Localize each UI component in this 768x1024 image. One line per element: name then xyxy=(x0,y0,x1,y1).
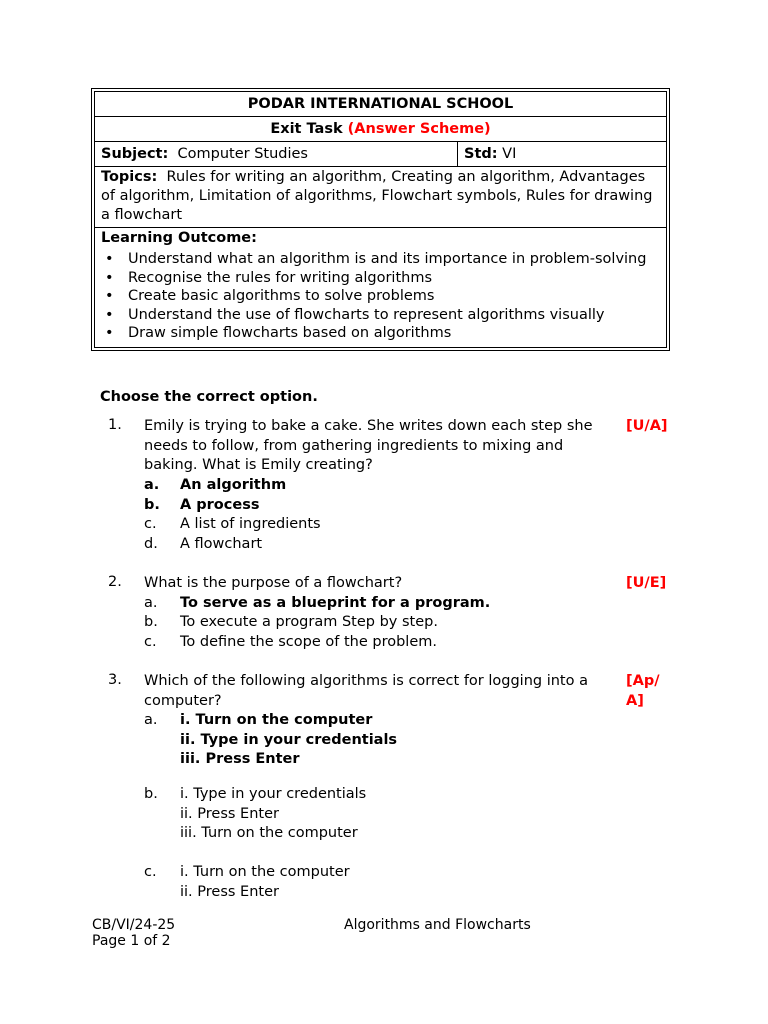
list-item: • Recognise the rules for writing algorithms xyxy=(105,269,433,286)
std-cell: Std: VI xyxy=(464,146,517,162)
school-name: PODAR INTERNATIONAL SCHOOL xyxy=(247,96,514,112)
question-tag: [U/E] xyxy=(626,575,667,591)
question-text: Which of the following algorithms is correct for logging into a computer? xyxy=(144,673,588,709)
footer-title: Algorithms and Flowcharts xyxy=(344,917,531,933)
question-text: What is the purpose of a flowchart? xyxy=(144,575,403,591)
header-table xyxy=(91,88,670,351)
question-tag: [U/A] xyxy=(626,418,668,434)
list-item: • Understand what an algorithm is and its importance in problem-solving xyxy=(105,251,647,267)
question-text: Emily is trying to bake a cake. She writes down each step she needs to follow, from gathering ingredients to mixing and baking. What is Emily creating? xyxy=(144,418,593,473)
answer-scheme-label: (Answer Scheme) xyxy=(347,121,491,137)
list-item: • Draw simple flowcharts based on algorithms xyxy=(105,325,452,341)
footer-page-number: Page 1 of 2 xyxy=(92,933,171,949)
learning-outcome-list xyxy=(101,250,660,343)
list-item: • Create basic algorithms to solve problems xyxy=(105,288,435,304)
list-item: • Understand the use of flowcharts to represent algorithms visually xyxy=(105,306,605,323)
subject-cell: Subject: Computer Studies xyxy=(95,142,458,166)
question-tag: [Ap/ A] xyxy=(626,673,660,709)
exit-task-title: Exit Task (Answer Scheme) xyxy=(95,116,666,141)
learning-outcome-cell: Learning Outcome: • Understand what an algorithm is and its importance in problem-solving • Recognise the rules for writing algorithms • Create basic algorithms to solve problems • Understand the use of flowcharts to represent algorithms visually • Draw simple flowcharts based on algorithms xyxy=(95,227,666,347)
subject-std-row xyxy=(95,141,666,166)
instruction-heading: Choose the correct option. xyxy=(100,389,318,405)
footer-code: CB/VI/24-25 xyxy=(92,917,176,933)
document-page: PODAR INTERNATIONAL SCHOOL Exit Task (Answer Scheme) Subject: Computer Studies Std: VI Topics: Rules for writing an algorithm, Creating an algorithm, Advantages of algorithm, Limitation of algorithms, Flowchart symbols, Rules for drawing a flowchart Learning Outcome: • Understand what an algorithm is and its importance in problem-solving • Recognise the rules for writing algorithms • Create basic algorithms to solve problems • Understand the use of flowcharts to represent algorithms visually • Draw simple flowcharts based on algorithms Choose the correct option. 1. Emily is trying to bake a cake. She writes down each step she needs to follow, from gathering ingredients to mixing and baking. What is Emily creating? [U/A] a. An algorithm b. A process c. A list of ingredients d. A flowchart 2. What is the purpose of a flowchart? [U/E] a. To serve as a blueprint for a program. b. To execute a program Step by step. c. To define the scope of the problem. 3. Which of the following algorithms is correct for logging into a computer? [Ap/ A] a. i. Turn on the computer ii. Type in your credentials iii. Press Enter b. i. Type in your credentials ii. Press Enter iii. Turn on the computer c. i. Turn on the computer ii. Press Enter CB/VI/24-25 Page 1 of 2 Algorithms and Flowcharts xyxy=(0,0,768,1024)
topics-cell: Topics: Rules for writing an algorithm, Creating an algorithm, Advantages of algorithm, Limitation of algorithms, Flowchart symbols, Rules for drawing a flowchart xyxy=(95,166,666,227)
